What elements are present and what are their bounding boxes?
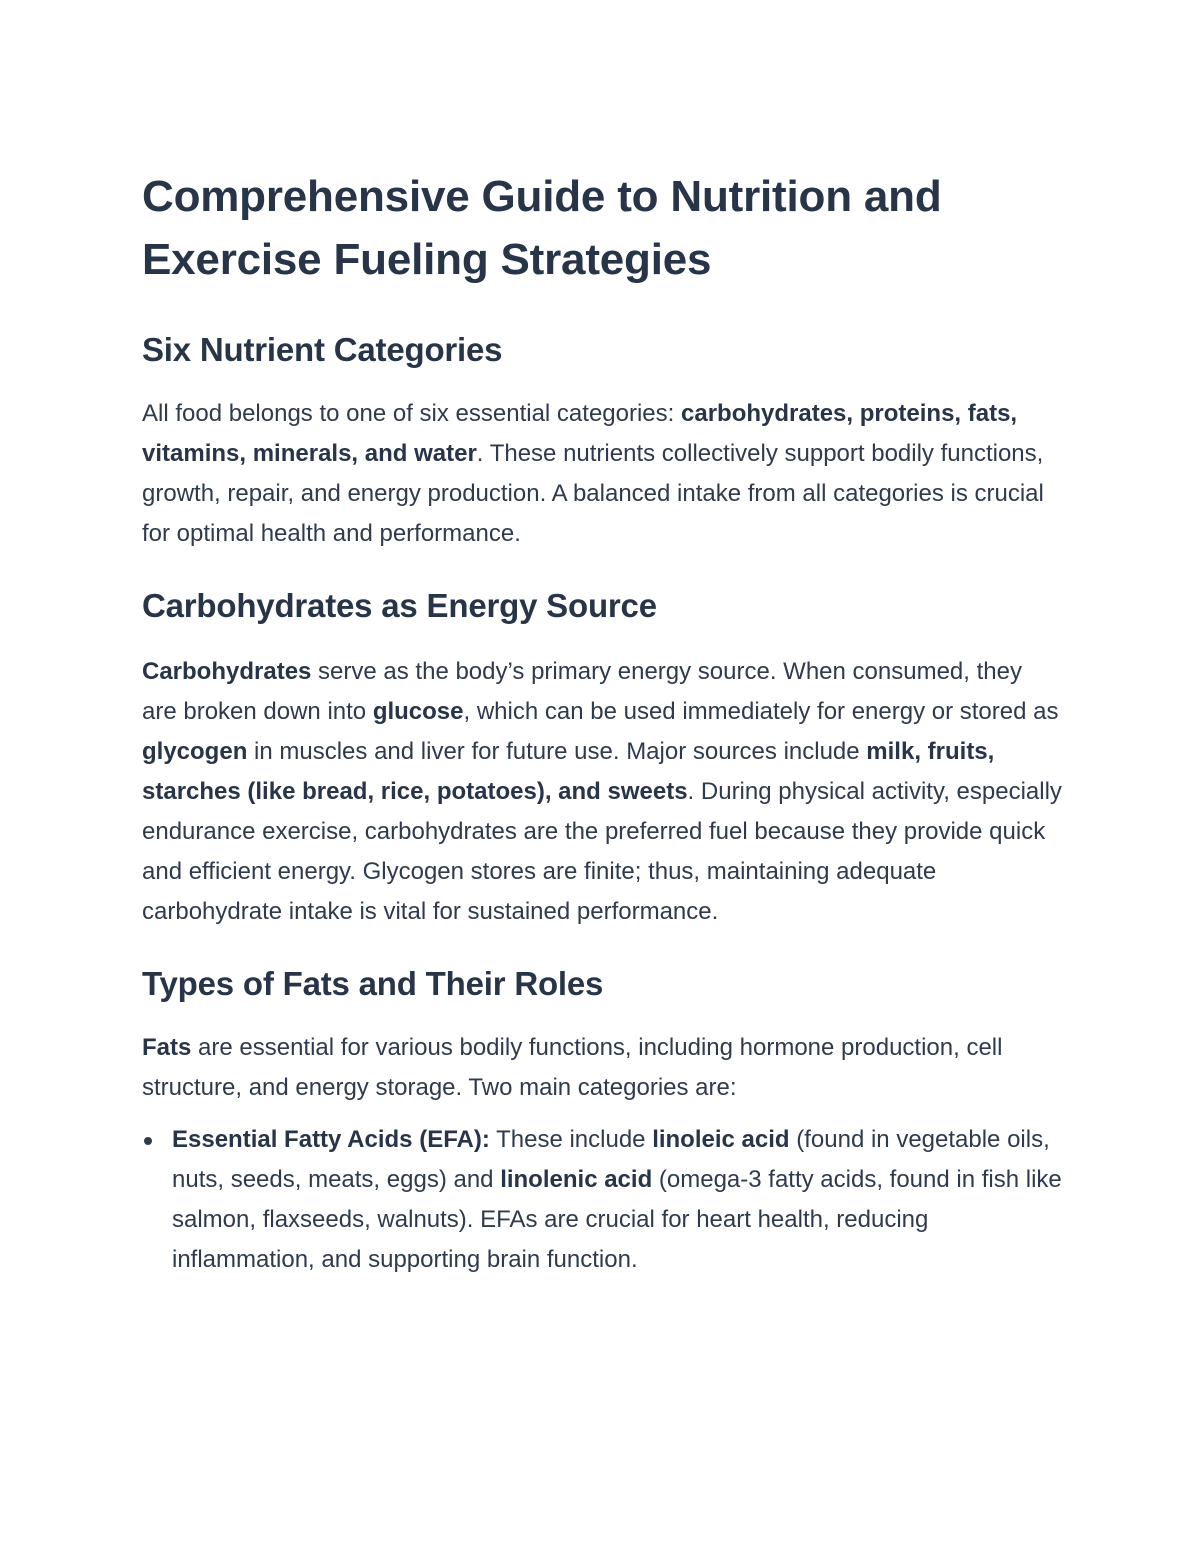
text-run-bold: linolenic acid: [500, 1166, 653, 1193]
text-run: (omega-3 fatty acids, found in fish like salmon, flaxseeds, walnuts). EFAs are crucial for heart health, reducing inflammation, and supporting brain function.: [172, 1166, 1062, 1273]
text-run-bold: glucose: [372, 698, 464, 725]
section-paragraph-nutrient-categories: [142, 394, 1062, 554]
text-run: (found in vegetable oils, nuts, seeds, meats, eggs) and: [172, 1126, 1050, 1193]
text-run: are essential for various bodily functions, including hormone production, cell structure, and energy storage. Two main categories are:: [142, 1034, 1003, 1101]
text-run-bold: carbohydrates, proteins, fats, vitamins, minerals, and water: [142, 400, 1018, 467]
document-title: Comprehensive Guide to Nutrition and Exercise Fueling Strategies: [142, 172, 942, 284]
text-run: . During physical activity, especially endurance exercise, carbohydrates are the preferred fuel because they provide quick and efficient energy. Glycogen stores are finite; thus, maintaining adequate carbohydrate intake is vital for sustained performance.: [142, 778, 1062, 925]
text-run: All food belongs to one of six essential categories:: [142, 400, 681, 427]
text-run-bold: milk, fruits, starches (like bread, rice, potatoes), and sweets: [142, 738, 995, 805]
text-run: . These nutrients collectively support bodily functions, growth, repair, and energy production. A balanced intake from all categories is crucial for optimal health and performance.: [142, 440, 1044, 547]
text-run-bold: linoleic acid: [652, 1126, 790, 1153]
text-run: serve as the body’s primary energy source. When consumed, they are broken down into: [142, 658, 1022, 725]
text-run-bold: Carbohydrates: [142, 658, 312, 685]
text-run-bold: Fats: [142, 1034, 192, 1061]
text-run: in muscles and liver for future use. Major sources include: [247, 738, 867, 765]
text-run-bold: Essential Fatty Acids (EFA):: [172, 1126, 490, 1153]
list-item: [142, 1120, 1062, 1280]
text-run: These include: [489, 1126, 653, 1153]
section-paragraph-carbohydrates: [142, 652, 1062, 932]
text-run-bold: glycogen: [142, 738, 248, 765]
bullet-dot-icon: [144, 1137, 152, 1145]
text-run: , which can be used immediately for energy or stored as: [463, 698, 1059, 725]
section-heading-nutrient-categories: Six Nutrient Categories: [142, 331, 503, 368]
section-paragraph-fats: [142, 1028, 1062, 1108]
document-page: [142, 165, 1062, 1280]
fats-bullet-list: [142, 1120, 1062, 1280]
section-heading-carbohydrates: Carbohydrates as Energy Source: [142, 587, 657, 624]
section-heading-fats: Types of Fats and Their Roles: [142, 965, 604, 1002]
